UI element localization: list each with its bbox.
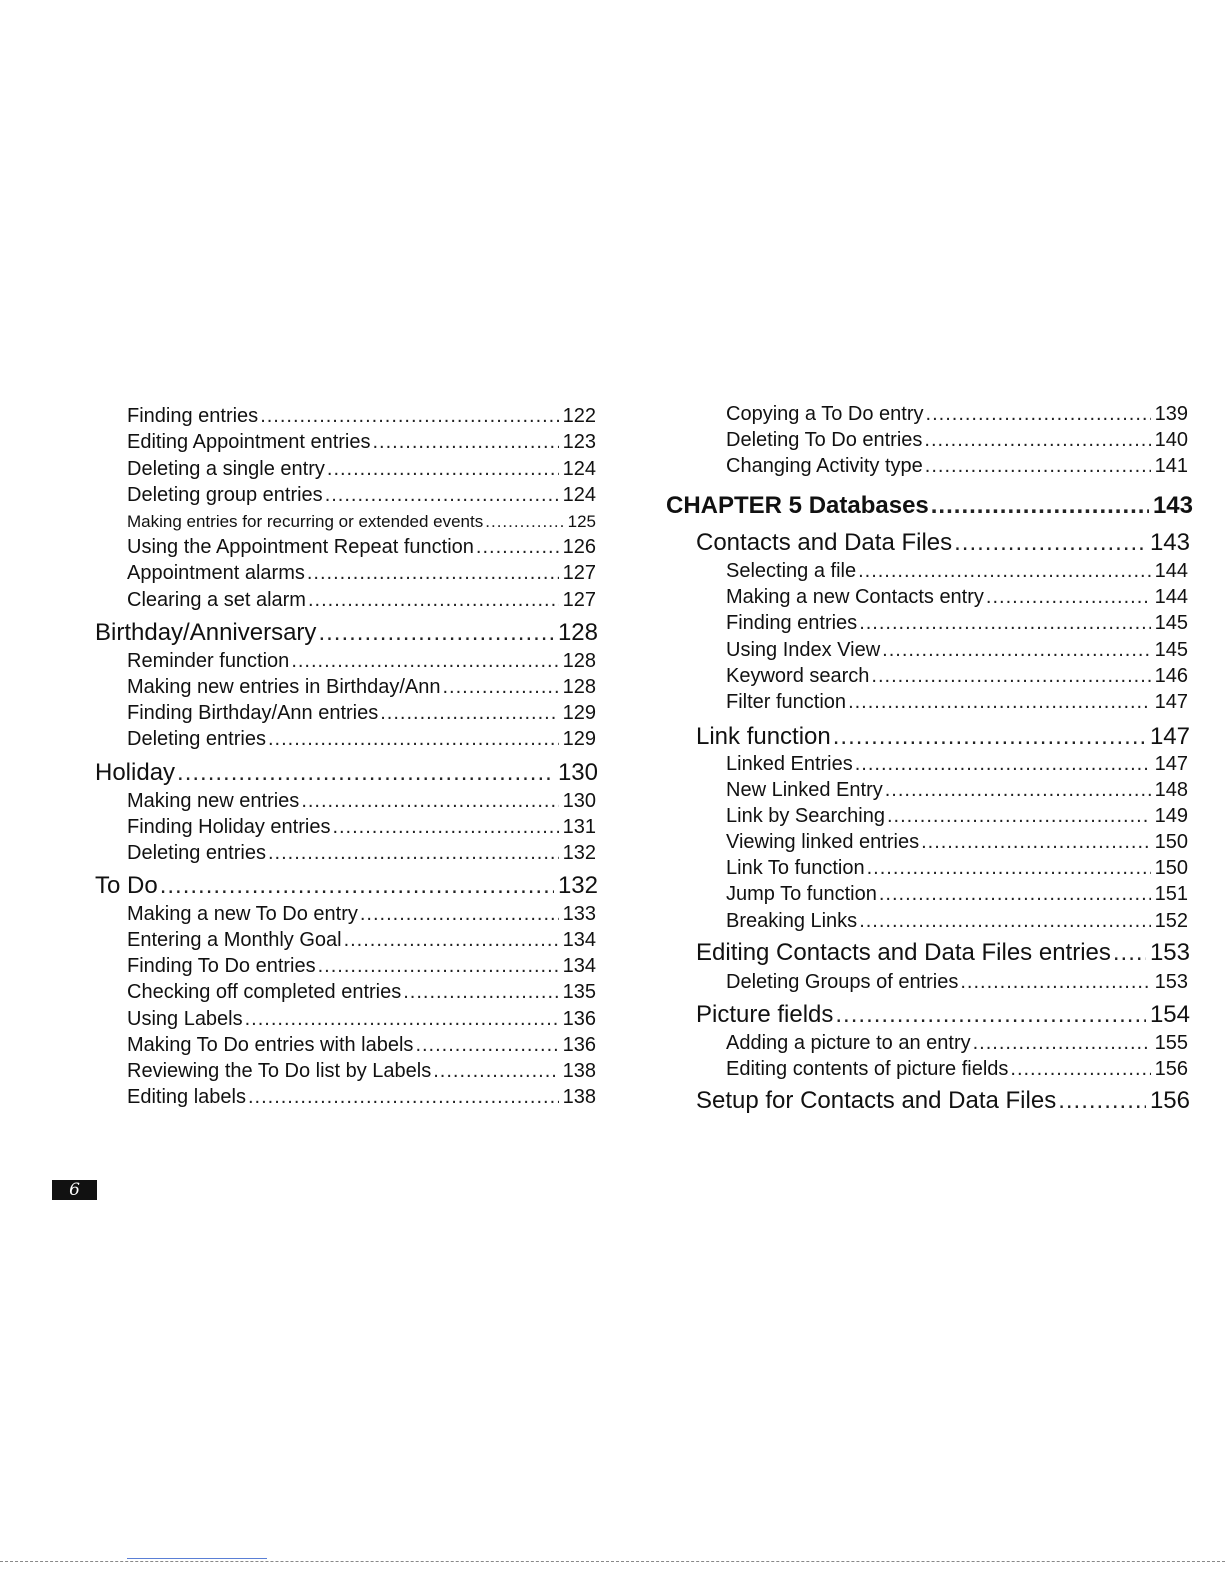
toc-entry-page: 123 <box>562 431 596 453</box>
toc-entry-page: 134 <box>562 955 596 977</box>
toc-entry-page: 153 <box>1149 939 1190 966</box>
toc-entry-label: Editing Contacts and Data Files entries <box>696 939 1111 966</box>
toc-entry-page: 152 <box>1154 910 1188 932</box>
toc-entry-page: 129 <box>562 728 596 750</box>
toc-entry-label: Making a new Contacts entry <box>726 586 984 608</box>
dot-leader <box>924 430 1150 450</box>
toc-entry-label: Birthday/Anniversary <box>95 619 317 646</box>
dot-leader <box>882 640 1150 660</box>
toc-entry-page: 133 <box>562 903 596 925</box>
toc-entry-page: 147 <box>1149 723 1190 750</box>
toc-entry-linked-entries <box>726 754 1188 774</box>
dot-leader <box>177 761 554 785</box>
toc-entry-page: 150 <box>1154 857 1188 879</box>
toc-entry-page: 124 <box>562 458 596 480</box>
toc-entry-label: Finding Birthday/Ann entries <box>127 702 379 724</box>
toc-entry-link-to-function <box>726 858 1188 878</box>
toc-entry-label: Linked Entries <box>726 753 853 775</box>
dot-leader <box>268 729 559 749</box>
dot-leader <box>960 972 1150 992</box>
toc-entry-making-to-do-entries-with-labels <box>127 1035 596 1055</box>
toc-entry-page: 124 <box>562 484 596 506</box>
dot-leader <box>859 613 1150 633</box>
toc-entry-editing-contacts-and-data-files-entries <box>696 941 1190 965</box>
toc-entry-deleting-a-single-entry <box>127 459 596 479</box>
toc-entry-page: 132 <box>562 842 596 864</box>
toc-entry-page: 147 <box>1154 753 1188 775</box>
toc-entry-page: 134 <box>562 929 596 951</box>
toc-entry-page: 122 <box>562 405 596 427</box>
toc-entry-label: Making entries for recurring or extended events <box>127 512 484 531</box>
dot-leader <box>318 956 559 976</box>
dot-leader <box>855 754 1151 774</box>
bottom-divider <box>0 1561 1225 1562</box>
toc-entry-to-do <box>95 874 598 898</box>
toc-entry-page: 132 <box>557 872 598 899</box>
toc-entry-page: 149 <box>1154 805 1188 827</box>
toc-entry-making-a-new-contacts-entry <box>726 587 1188 607</box>
dot-leader <box>443 677 559 697</box>
dot-leader <box>931 494 1149 518</box>
toc-entry-selecting-a-file <box>726 561 1188 581</box>
toc-entry-page: 138 <box>562 1086 596 1108</box>
dot-leader <box>332 817 558 837</box>
dot-leader <box>879 884 1151 904</box>
dot-leader <box>858 561 1151 581</box>
toc-entry-link-by-searching <box>726 806 1188 826</box>
toc-entry-deleting-group-entries <box>127 485 596 505</box>
toc-entry-entering-a-monthly-goal <box>127 930 596 950</box>
toc-entry-label: CHAPTER 5 Databases <box>666 492 929 519</box>
toc-entry-page: 144 <box>1154 560 1188 582</box>
toc-entry-checking-off-completed-entries <box>127 982 596 1002</box>
toc-entry-page: 155 <box>1154 1032 1188 1054</box>
dot-leader <box>954 531 1146 555</box>
toc-entry-page: 143 <box>1149 529 1190 556</box>
dot-leader <box>476 537 559 557</box>
dot-leader <box>833 725 1146 749</box>
toc-entry-label: Deleting Groups of entries <box>726 971 959 993</box>
toc-entry-label: Editing Appointment entries <box>127 431 371 453</box>
toc-entry-contacts-and-data-files <box>696 531 1190 555</box>
toc-entry-setup-for-contacts-and-data-files <box>696 1089 1190 1113</box>
toc-entry-jump-to-function <box>726 884 1188 904</box>
toc-entry-label: Reviewing the To Do list by Labels <box>127 1060 432 1082</box>
dot-leader <box>885 780 1151 800</box>
toc-entry-label: Link by Searching <box>726 805 885 827</box>
toc-entry-label: Jump To function <box>726 883 877 905</box>
toc-entry-label: Contacts and Data Files <box>696 529 953 556</box>
toc-entry-page: 143 <box>1152 492 1193 519</box>
toc-entry-link-function <box>696 725 1190 749</box>
dot-leader <box>291 651 558 671</box>
toc-entry-using-index-view <box>726 640 1188 660</box>
dot-leader <box>245 1009 559 1029</box>
dot-leader <box>433 1061 558 1081</box>
toc-entry-label: Making new entries in Birthday/Ann <box>127 676 441 698</box>
toc-entry-label: Finding entries <box>726 612 858 634</box>
toc-entry-label: Breaking Links <box>726 910 858 932</box>
toc-entry-label: Deleting group entries <box>127 484 323 506</box>
toc-entry-editing-labels <box>127 1087 596 1107</box>
toc-entry-label: Making new entries <box>127 790 300 812</box>
dot-leader <box>268 843 559 863</box>
toc-entry-reviewing-the-to-do-list-by-labels <box>127 1061 596 1081</box>
dot-leader <box>360 904 559 924</box>
toc-entry-page: 129 <box>562 702 596 724</box>
toc-entry-label: Using Index View <box>726 639 881 661</box>
dot-leader <box>835 1003 1146 1027</box>
dot-leader <box>318 621 554 645</box>
toc-entry-page: 135 <box>562 981 596 1003</box>
toc-entry-label: Editing labels <box>127 1086 246 1108</box>
toc-entry-page: 150 <box>1154 831 1188 853</box>
toc-entry-label: Deleting To Do entries <box>726 429 923 451</box>
toc-entry-birthday-anniversary <box>95 621 598 645</box>
dot-leader <box>308 590 559 610</box>
toc-entry-label: Viewing linked entries <box>726 831 920 853</box>
toc-entry-page: 153 <box>1154 971 1188 993</box>
bottom-divider-accent <box>127 1558 267 1559</box>
toc-entry-editing-appointment-entries <box>127 432 596 452</box>
toc-entry-label: Changing Activity type <box>726 455 923 477</box>
toc-entry-label: Deleting a single entry <box>127 458 325 480</box>
dot-leader <box>1113 941 1146 965</box>
toc-entry-changing-activity-type <box>726 456 1188 476</box>
toc-entry-page: 147 <box>1154 691 1188 713</box>
dot-leader <box>887 806 1151 826</box>
toc-entry-page: 131 <box>562 816 596 838</box>
toc-entry-label: Clearing a set alarm <box>127 589 306 611</box>
dot-leader <box>403 982 558 1002</box>
toc-entry-page: 139 <box>1154 403 1188 425</box>
dot-leader <box>921 832 1151 852</box>
toc-entry-page: 128 <box>562 676 596 698</box>
toc-entry-label: Deleting entries <box>127 842 266 864</box>
toc-entry-label: Link To function <box>726 857 865 879</box>
toc-entry-label: Finding To Do entries <box>127 955 316 977</box>
toc-entry-holiday <box>95 761 598 785</box>
toc-entry-page: 136 <box>562 1034 596 1056</box>
toc-entry-making-new-entries-in-birthday-ann <box>127 677 596 697</box>
dot-leader <box>325 485 559 505</box>
dot-leader <box>380 703 558 723</box>
toc-entry-label: Finding entries <box>127 405 259 427</box>
dot-leader <box>926 404 1151 424</box>
toc-entry-label: Checking off completed entries <box>127 981 402 1003</box>
toc-entry-new-linked-entry <box>726 780 1188 800</box>
toc-entry-chapter-5-databases <box>666 494 1193 518</box>
toc-entry-page: 128 <box>562 650 596 672</box>
toc-entry-label: Finding Holiday entries <box>127 816 331 838</box>
toc-entry-page: 136 <box>562 1008 596 1030</box>
toc-entry-using-labels <box>127 1009 596 1029</box>
dot-leader <box>848 692 1151 712</box>
toc-entry-deleting-to-do-entries <box>726 430 1188 450</box>
dot-leader <box>925 456 1151 476</box>
toc-entry-reminder-function <box>127 651 596 671</box>
toc-entry-page: 141 <box>1154 455 1188 477</box>
page-number-badge: 6 <box>52 1180 97 1200</box>
toc-entry-viewing-linked-entries <box>726 832 1188 852</box>
toc-entry-label: Filter function <box>726 691 847 713</box>
toc-entry-finding-entries <box>127 406 596 426</box>
dot-leader <box>260 406 558 426</box>
toc-entry-keyword-search <box>726 666 1188 686</box>
toc-entry-label: Keyword search <box>726 665 870 687</box>
toc-entry-page: 125 <box>567 512 596 531</box>
toc-entry-label: Using Labels <box>127 1008 243 1030</box>
toc-entry-label: Reminder function <box>127 650 290 672</box>
dot-leader <box>1010 1059 1150 1079</box>
toc-entry-finding-to-do-entries <box>127 956 596 976</box>
dot-leader <box>327 459 559 479</box>
toc-entry-label: Link function <box>696 723 831 750</box>
toc-entry-adding-a-picture-to-an-entry <box>726 1033 1188 1053</box>
dot-leader <box>301 791 558 811</box>
toc-entry-making-new-entries <box>127 791 596 811</box>
toc-entry-editing-contents-of-picture-fields <box>726 1059 1188 1079</box>
toc-entry-page: 145 <box>1154 612 1188 634</box>
dot-leader <box>986 587 1151 607</box>
toc-entry-making-entries-for-recurring-or-extended-events <box>127 513 596 530</box>
toc-entry-label: Making a new To Do entry <box>127 903 358 925</box>
toc-entry-label: Using the Appointment Repeat function <box>127 536 474 558</box>
toc-entry-label: Setup for Contacts and Data Files <box>696 1087 1057 1114</box>
dot-leader <box>1058 1089 1146 1113</box>
toc-entry-page: 148 <box>1154 779 1188 801</box>
toc-entry-page: 130 <box>557 759 598 786</box>
toc-entry-label: Adding a picture to an entry <box>726 1032 971 1054</box>
toc-entry-using-the-appointment-repeat-function <box>127 537 596 557</box>
toc-entry-picture-fields <box>696 1003 1190 1027</box>
dot-leader <box>871 666 1150 686</box>
toc-entry-deleting-entries <box>127 729 596 749</box>
toc-entry-label: Making To Do entries with labels <box>127 1034 414 1056</box>
toc-entry-deleting-groups-of-entries <box>726 972 1188 992</box>
dot-leader <box>160 874 554 898</box>
toc-entry-filter-function <box>726 692 1188 712</box>
toc-entry-label: Selecting a file <box>726 560 857 582</box>
dot-leader <box>485 513 563 530</box>
dot-leader <box>415 1035 558 1055</box>
dot-leader <box>248 1087 559 1107</box>
toc-entry-appointment-alarms <box>127 563 596 583</box>
toc-entry-label: Editing contents of picture fields <box>726 1058 1009 1080</box>
toc-entry-label: Deleting entries <box>127 728 266 750</box>
toc-entry-label: Holiday <box>95 759 176 786</box>
toc-entry-copying-a-to-do-entry <box>726 404 1188 424</box>
toc-entry-label: Appointment alarms <box>127 562 305 584</box>
toc-entry-page: 144 <box>1154 586 1188 608</box>
toc-entry-page: 156 <box>1154 1058 1188 1080</box>
dot-leader <box>867 858 1151 878</box>
toc-entry-finding-entries <box>726 613 1188 633</box>
toc-entry-page: 127 <box>562 589 596 611</box>
toc-entry-label: Picture fields <box>696 1001 834 1028</box>
toc-entry-label: New Linked Entry <box>726 779 883 801</box>
dot-leader <box>859 911 1150 931</box>
toc-entry-deleting-entries <box>127 843 596 863</box>
toc-entry-page: 126 <box>562 536 596 558</box>
toc-entry-page: 130 <box>562 790 596 812</box>
toc-entry-page: 156 <box>1149 1087 1190 1114</box>
toc-entry-page: 127 <box>562 562 596 584</box>
toc-entry-breaking-links <box>726 911 1188 931</box>
dot-leader <box>307 563 559 583</box>
toc-entry-page: 140 <box>1154 429 1188 451</box>
toc-entry-finding-holiday-entries <box>127 817 596 837</box>
toc-entry-page: 145 <box>1154 639 1188 661</box>
toc-entry-page: 128 <box>557 619 598 646</box>
toc-entry-page: 146 <box>1154 665 1188 687</box>
toc-entry-clearing-a-set-alarm <box>127 590 596 610</box>
dot-leader <box>373 432 559 452</box>
toc-entry-label: Entering a Monthly Goal <box>127 929 342 951</box>
toc-entry-label: Copying a To Do entry <box>726 403 924 425</box>
toc-entry-page: 151 <box>1154 883 1188 905</box>
dot-leader <box>973 1033 1151 1053</box>
toc-entry-page: 154 <box>1149 1001 1190 1028</box>
dot-leader <box>344 930 559 950</box>
toc-entry-label: To Do <box>95 872 158 899</box>
toc-entry-making-a-new-to-do-entry <box>127 904 596 924</box>
toc-entry-finding-birthday-ann-entries <box>127 703 596 723</box>
toc-entry-page: 138 <box>562 1060 596 1082</box>
